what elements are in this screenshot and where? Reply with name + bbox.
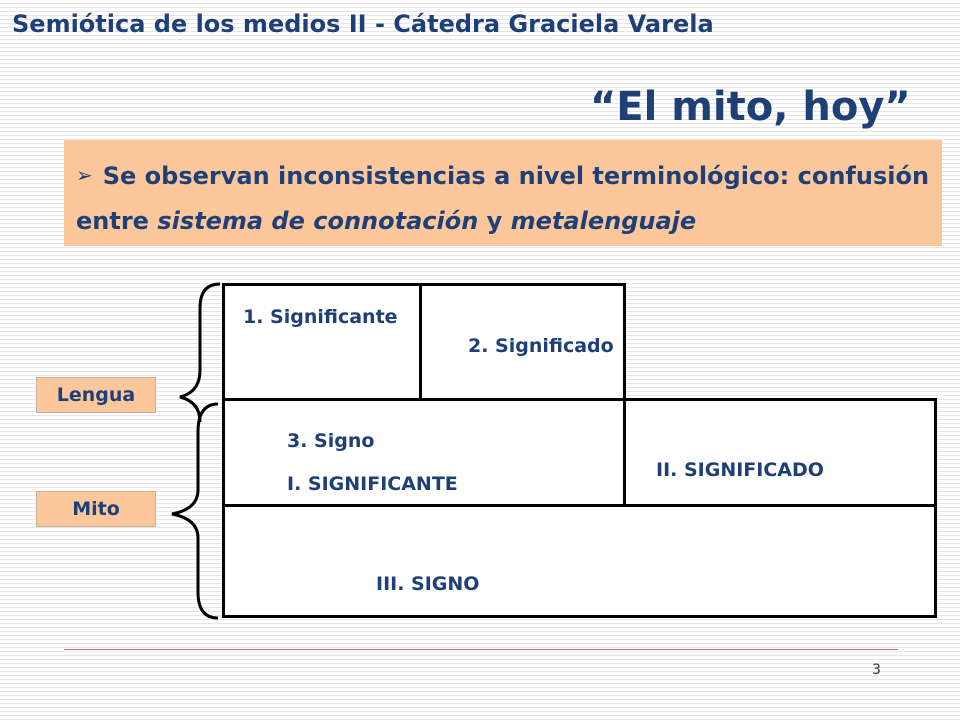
bullet-connector: y [478, 207, 511, 235]
cell-mito-signo [222, 504, 937, 618]
text-significado: 2. Significado [468, 335, 614, 357]
term-sistema-connotacion: sistema de connotación [157, 207, 479, 235]
page-number: 3 [872, 662, 881, 678]
lengua-label [36, 377, 156, 413]
text-signo: 3. Signo [287, 430, 375, 452]
arrow-bullet-icon: ➢ [76, 163, 93, 187]
mito-label-text: Mito [72, 498, 120, 520]
mito-label [36, 491, 156, 527]
bullet-box [64, 140, 942, 246]
text-mito-significante: I. SIGNIFICANTE [287, 473, 458, 495]
text-mito-signo: III. SIGNO [376, 573, 480, 595]
text-mito-significado: II. SIGNIFICADO [656, 459, 824, 481]
lengua-label-text: Lengua [56, 384, 136, 406]
course-header: Semiótica de los medios II - Cátedra Graciela Varela [12, 10, 714, 38]
cell-mito-significado [623, 398, 937, 507]
lengua-brace-icon [176, 282, 226, 412]
bullet-text: Se observan inconsistencias a nivel terminológico: confusión entre [76, 162, 930, 235]
mito-brace-icon [168, 402, 224, 622]
footer-divider [64, 649, 898, 650]
term-metalenguaje: metalenguaje [510, 207, 697, 235]
slide-title: “El mito, hoy” [590, 84, 911, 130]
cell-significante [222, 283, 422, 401]
text-significante: 1. Significante [243, 306, 398, 328]
